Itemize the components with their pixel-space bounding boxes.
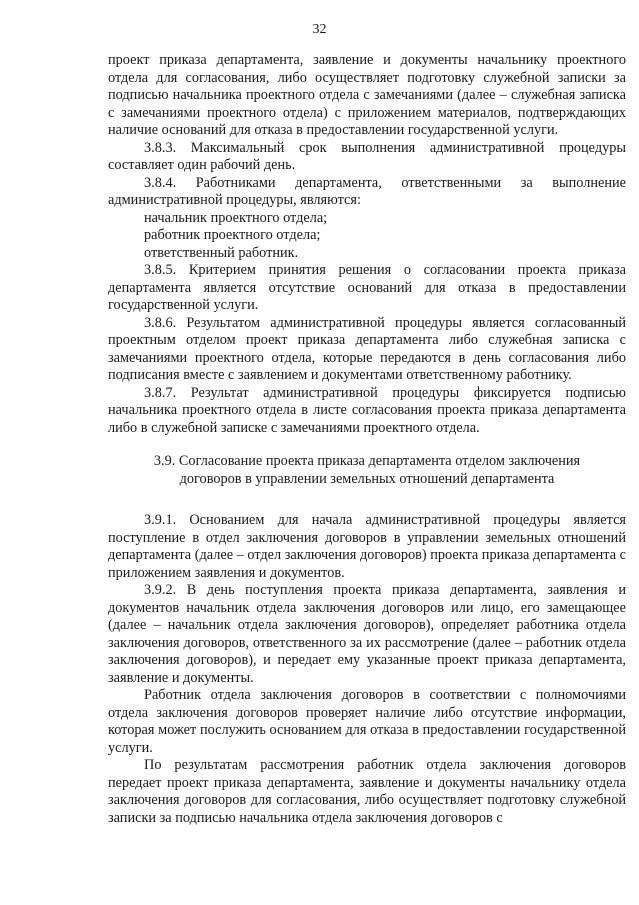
page-number: 32 — [312, 22, 327, 37]
paragraph-3-9-1: 3.9.1. Основанием для начала административной процедуры является поступление в отдел заключения договоров в управлении земельных отношений департамента (далее – отдел заключения договоров) проекта приказа департамента с приложением заявления и документов. — [108, 512, 626, 581]
paragraph-worker-check: Работник отдела заключения договоров в соответствии с полномочиями отдела заключения договоров проверяет наличие либо отсутствие информации, которая может послужить основанием для отказа в предоставлении государственной услуги. — [108, 687, 626, 756]
list-item-responsible-worker: ответственный работник. — [144, 244, 299, 261]
document-body — [108, 52, 626, 827]
list-item-head-project-dept: начальник проектного отдела; — [144, 209, 328, 226]
paragraph-3-8-4: 3.8.4. Работниками департамента, ответственными за выполнение административной процедуры, являются: — [108, 174, 626, 208]
list-item-worker-project-dept: работник проектного отдела; — [144, 227, 321, 243]
paragraph-review-results: По результатам рассмотрения работник отдела заключения договоров передает проект приказа департамента, заявление и документы начальнику отдела заключения договоров для согласования, либо осуществляет подготовку служебной записки за подписью начальника отдела заключения договоров с — [108, 757, 626, 826]
paragraph-continuation: проект приказа департамента, заявление и документы начальнику проектного отдела для согласования, либо осуществляет подготовку служебной записки за подписью начальника проектного отдела с замечаниями (далее – служебная записка с замечаниями проектного отдела) с приложением материалов, подтверждающих наличие оснований для отказа в предоставлении государственной услуги. — [108, 52, 626, 138]
paragraph-3-8-5: 3.8.5. Критерием принятия решения о согласовании проекта приказа департамента является отсутствие оснований для отказа в предоставлении государственной услуги. — [108, 262, 626, 313]
paragraph-3-8-6: 3.8.6. Результатом административной процедуры является согласованный проектным отделом проект приказа департамента либо служебная записка с замечаниями проектного отдела, которые передаются в день согласования либо подписания вместе с заявлением и документами ответственному работнику. — [108, 314, 626, 383]
paragraph-3-8-7: 3.8.7. Результат административной процедуры фиксируется подписью начальника проектного отдела в листе согласования проекта приказа департамента либо в служебной записке с замечаниями проектного отдела. — [108, 384, 626, 436]
section-heading-3-9: 3.9. Согласование проекта приказа департамента отделом заключения договоров в управлении земельных отношений департамента — [153, 453, 581, 487]
paragraph-3-9-2: 3.9.2. В день поступления проекта приказа департамента, заявления и документов начальник отдела заключения договоров или лицо, его замещающее (далее – начальник отдела заключения договоров), определяет работника отдела заключения договоров, ответственного за их рассмотрение (далее – работник отдела заключения договоров), и передает ему указанные проект приказа департамента, заявление и документы. — [108, 582, 626, 686]
paragraph-3-8-3: 3.8.3. Максимальный срок выполнения административной процедуры составляет один рабочий день. — [108, 139, 626, 173]
